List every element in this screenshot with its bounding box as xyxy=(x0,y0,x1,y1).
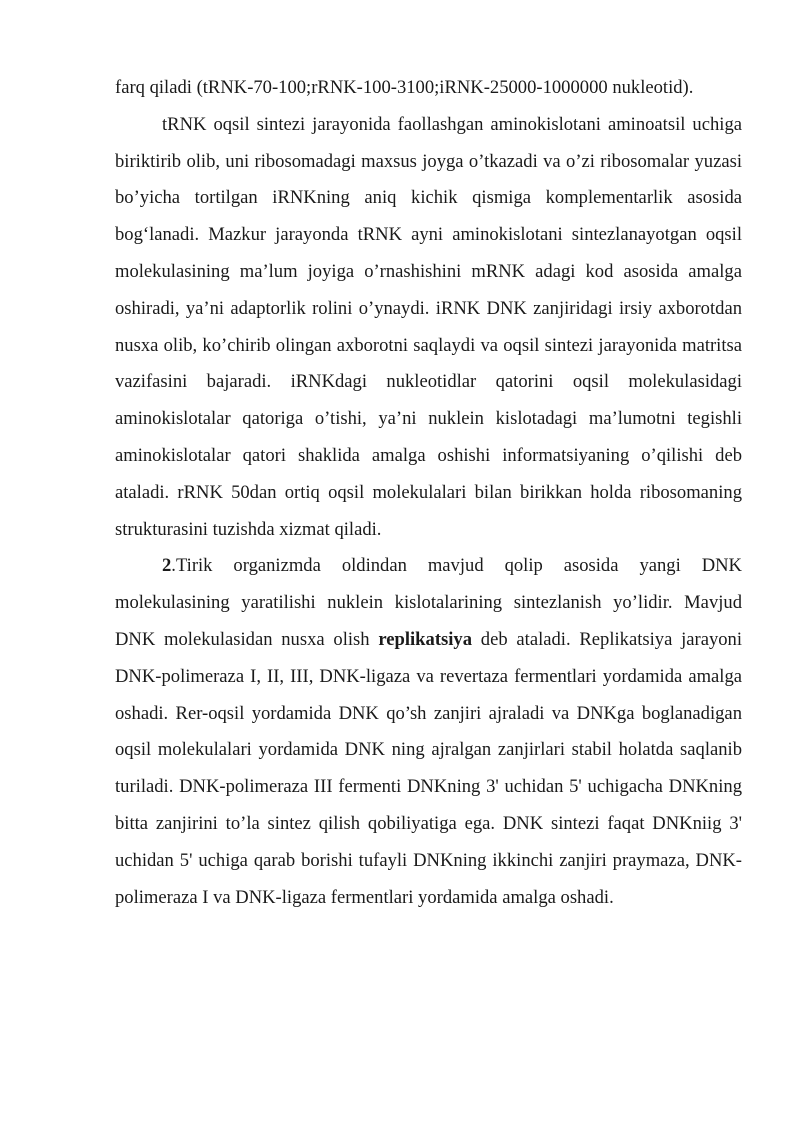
paragraph-trna: tRNK oqsil sintezi jarayonida faollashgan aminokislotani aminoatsil uchiga biriktirib olib, uni ribosomadagi maxsus joyga o’tkazadi va o’zi ribosomalar yuzasi bo’yicha tortilgan iRNKning aniq kichik qismiga komplementarlik asosida bog‘lanadi. Mazkur jarayonda tRNK ayni aminokislotani sintezlanayotgan oqsil molekulasining ma’lum joyiga o’rnashishini mRNK adagi kod asosida amalga oshiradi, ya’ni adaptorlik rolini o’ynaydi. iRNK DNK zanjiridagi irsiy axborotdan nusxa olib, ko’chirib olingan axborotni saqlaydi va oqsil sintezi jarayonida matritsa vazifasini bajaradi. iRNKdagi nukleotidlar qatorini oqsil molekulasidagi aminokislotalar qatoriga o’tishi, ya’ni nuklein kislotadagi ma’lumotni tegishli aminokislotalar qatori shaklida amalga oshishi informatsiyaning o’qilishi deb ataladi. rRNK 50dan ortiq oqsil molekulalari bilan birikkan holda ribosomaning strukturasini tuzishda xizmat qiladi. xyxy=(115,113,742,540)
paragraph-text: deb ataladi. Replikatsiya jarayoni DNK-polimeraza I, II, III, DNK-ligaza va revertaza fermentlari yordamida amalga oshadi. Rer-oqsil yordamida DNK qo’sh zanjiri ajraladi va DNKga boglanadigan oqsil molekulalari yordamida DNK ning ajralgan zanjirlari stabil holatda saqlanib turiladi. DNK-polimeraza III fermenti DNKning 3' uchidan 5' uchigacha DNKning bitta zanjirini to’la sintez qilish qobiliyatiga ega. DNK sintezi faqat DNKniig 3' uchidan 5' uchiga qarab borishi tufayli DNKning ikkinchi zanjiri praymaza, DNK-polimeraza I va DNK-ligaza fermentlari yordamida amalga oshadi. xyxy=(115,628,743,908)
paragraph-replication xyxy=(115,548,742,916)
paragraph-continuation: farq qiladi (tRNK-70-100;rRNK-100-3100;iRNK-25000-1000000 nukleotid). xyxy=(115,77,694,98)
paragraph-text: .Tirik organizmda oldindan mavjud qolip asosida yangi DNK molekulasining yaratilishi nuklein kislotalarining sintezlanish yo’lidir. Mavjud DNK molekulasidan nusxa olish xyxy=(115,555,742,650)
document-page xyxy=(115,70,742,916)
section-number: 2 xyxy=(162,555,172,577)
key-term: replikatsiya xyxy=(378,628,473,650)
